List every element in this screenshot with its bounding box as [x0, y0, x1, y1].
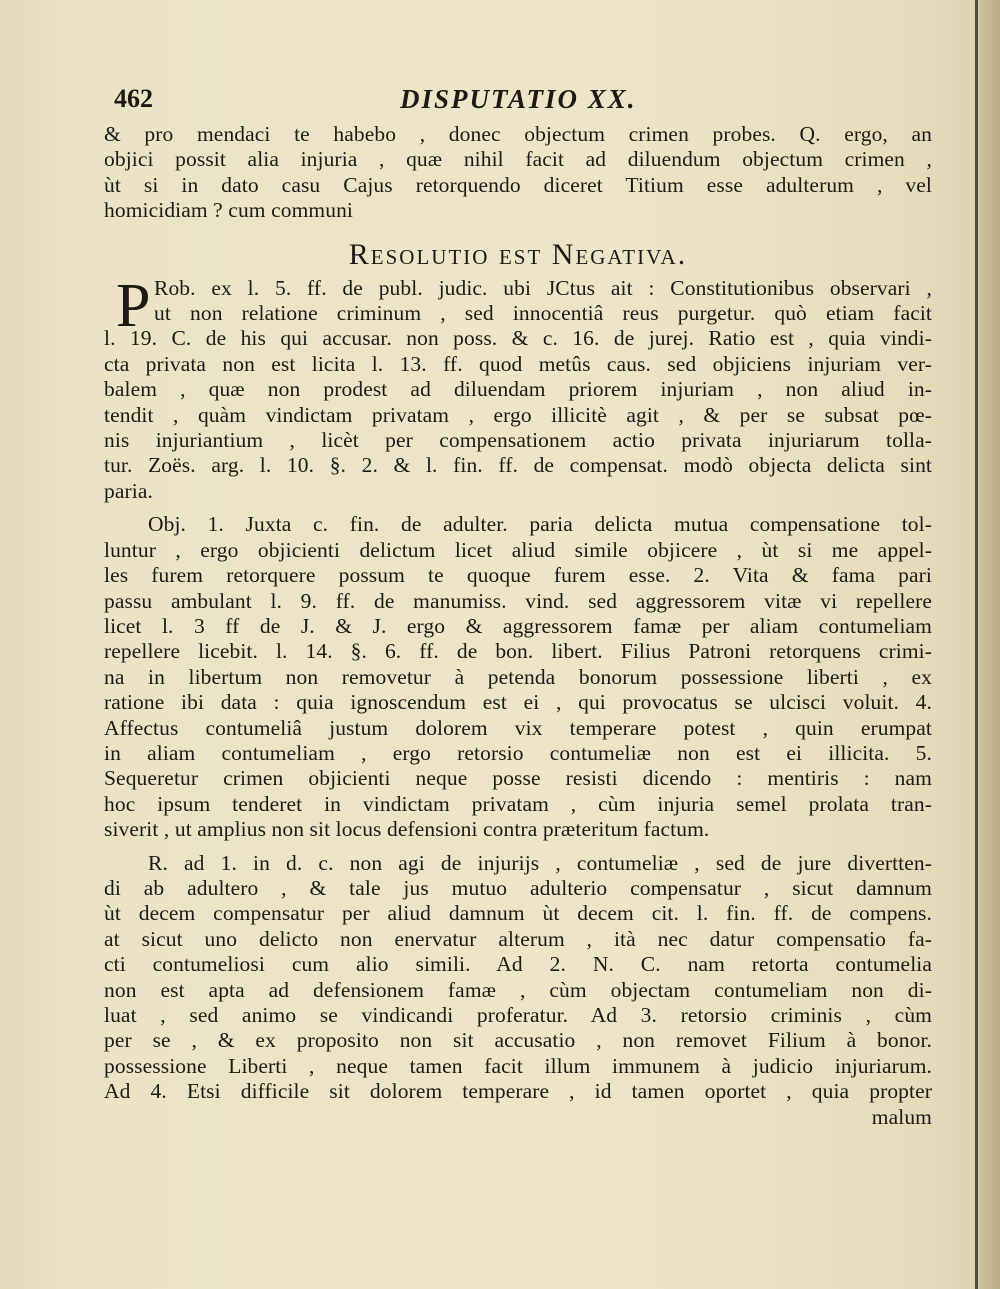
- running-title: DISPUTATIO XX.: [400, 84, 637, 114]
- text-line: Affectus contumeliâ justum dolorem vix temperare potest , quin erumpat: [104, 715, 932, 740]
- text-line: hoc ipsum tenderet in vindictam privatam , cùm injuria semel prolata tran-: [104, 791, 932, 816]
- text-line: Ad 4. Etsi difficile sit dolorem temperare , id tamen oportet , quia propter: [104, 1079, 932, 1104]
- text-line: passu ambulant l. 9. ff. de manumiss. vind. sed aggressorem vitæ vi repellere: [104, 588, 932, 613]
- intro-paragraph: [104, 122, 932, 224]
- page-content: [104, 84, 932, 1130]
- objections-paragraph: [104, 512, 932, 842]
- text-line: les furem retorquere possum te quoque furem esse. 2. Vita & fama pari: [104, 563, 932, 588]
- text-line: R. ad 1. in d. c. non agi de injurijs , contumeliæ , sed de jure divertten-: [148, 850, 932, 875]
- text-line: ùt decem compensatur per aliud damnum ùt decem cit. l. fin. ff. de compens.: [104, 901, 932, 926]
- text-line: in aliam contumeliam , ergo retorsio contumeliæ non est ei illicita. 5.: [104, 740, 932, 765]
- text-line: possessione Liberti , neque tamen facit illum immunem à judicio injuriarum.: [104, 1053, 932, 1078]
- text-line: di ab adultero , & tale jus mutuo adulterio compensatur , sicut damnum: [104, 875, 932, 900]
- book-spine-line: [975, 0, 978, 1289]
- text-line: repellere licebit. l. 14. §. 6. ff. de bon. libert. Filius Patroni retorquens crimi-: [104, 639, 932, 664]
- text-line: tur. Zoës. arg. l. 10. §. 2. & l. fin. ff. de compensat. modò objecta delicta sint: [104, 453, 932, 478]
- text-line: ùt si in dato casu Cajus retorquendo diceret Titium esse adulterum , vel: [104, 172, 932, 197]
- text-line: licet l. 3 ff de J. & J. ergo & aggressorem famæ per aliam contumeliam: [104, 613, 932, 638]
- text-line: tendit , quàm vindictam privatam , ergo illicitè agit , & per se subsat pœ-: [104, 402, 932, 427]
- text-line: cta privata non est licita l. 13. ff. quod metûs caus. sed objiciens injuriam ver-: [104, 351, 932, 376]
- text-line: homicidiam ? cum communi: [104, 198, 353, 223]
- text-line: na in libertum non removetur à petenda bonorum possessione liberti , ex: [104, 664, 932, 689]
- text-line: balem , quæ non prodest ad diluendam priorem injuriam , non aliud in-: [104, 377, 932, 402]
- catchword: malum: [871, 1104, 932, 1129]
- facing-page-edge: [978, 0, 1000, 1289]
- text-line: cti contumeliosi cum alio simili. Ad 2. N. C. nam retorta contumelia: [104, 952, 932, 977]
- text-line: at sicut uno delicto non enervatur alterum , ità nec datur compensatio fa-: [104, 926, 932, 951]
- drop-cap: P: [116, 271, 151, 340]
- text-line: nis injuriantium , licèt per compensationem actio privata injuriarum tolla-: [104, 428, 932, 453]
- text-line: ut non relatione criminum , sed innocentiâ reus purgetur. quò etiam facit: [154, 301, 932, 326]
- text-line: Obj. 1. Juxta c. fin. de adulter. paria delicta mutua compensatione tol-: [148, 512, 932, 537]
- text-line: luat , sed animo se vindicandi proferatur. Ad 3. retorsio criminis , cùm: [104, 1003, 932, 1027]
- text-line: ratione ibi data : quia ignoscendum est ei , qui provocatus se ulcisci voluit. 4.: [104, 690, 932, 715]
- running-head: [104, 84, 932, 122]
- text-line: & pro mendaci te habebo , donec objectum crimen probes. Q. ergo, an: [104, 122, 932, 146]
- text-line: luntur , ergo objicienti delictum licet aliud simile objicere , ùt si me appel-: [104, 537, 932, 562]
- responses-paragraph: [104, 851, 932, 1130]
- text-line: paria.: [104, 478, 153, 503]
- section-heading: Resolutio est Negativa.: [348, 237, 688, 271]
- text-line: non est apta ad defensionem famæ , cùm objectam contumeliam non di-: [104, 977, 932, 1002]
- text-line: objici possit alia injuria , quæ nihil facit ad diluendum objectum crimen ,: [104, 147, 932, 172]
- text-line: siverit , ut amplius non sit locus defensioni contra præteritum factum.: [104, 817, 710, 842]
- text-line: Rob. ex l. 5. ff. de publ. judic. ubi JCtus ait : Constitutionibus observari ,: [154, 275, 932, 300]
- resolution-paragraph: [104, 271, 932, 505]
- text-line: l. 19. C. de his qui accusar. non poss. & c. 16. de jurej. Ratio est , quia vindi-: [104, 326, 932, 351]
- text-line: per se , & ex proposito non sit accusatio , non removet Filium à bonor.: [104, 1028, 932, 1053]
- page-number: 462: [114, 84, 153, 113]
- text-line: Sequeretur crimen objicienti neque posse resisti dicendo : mentiris : nam: [104, 766, 932, 791]
